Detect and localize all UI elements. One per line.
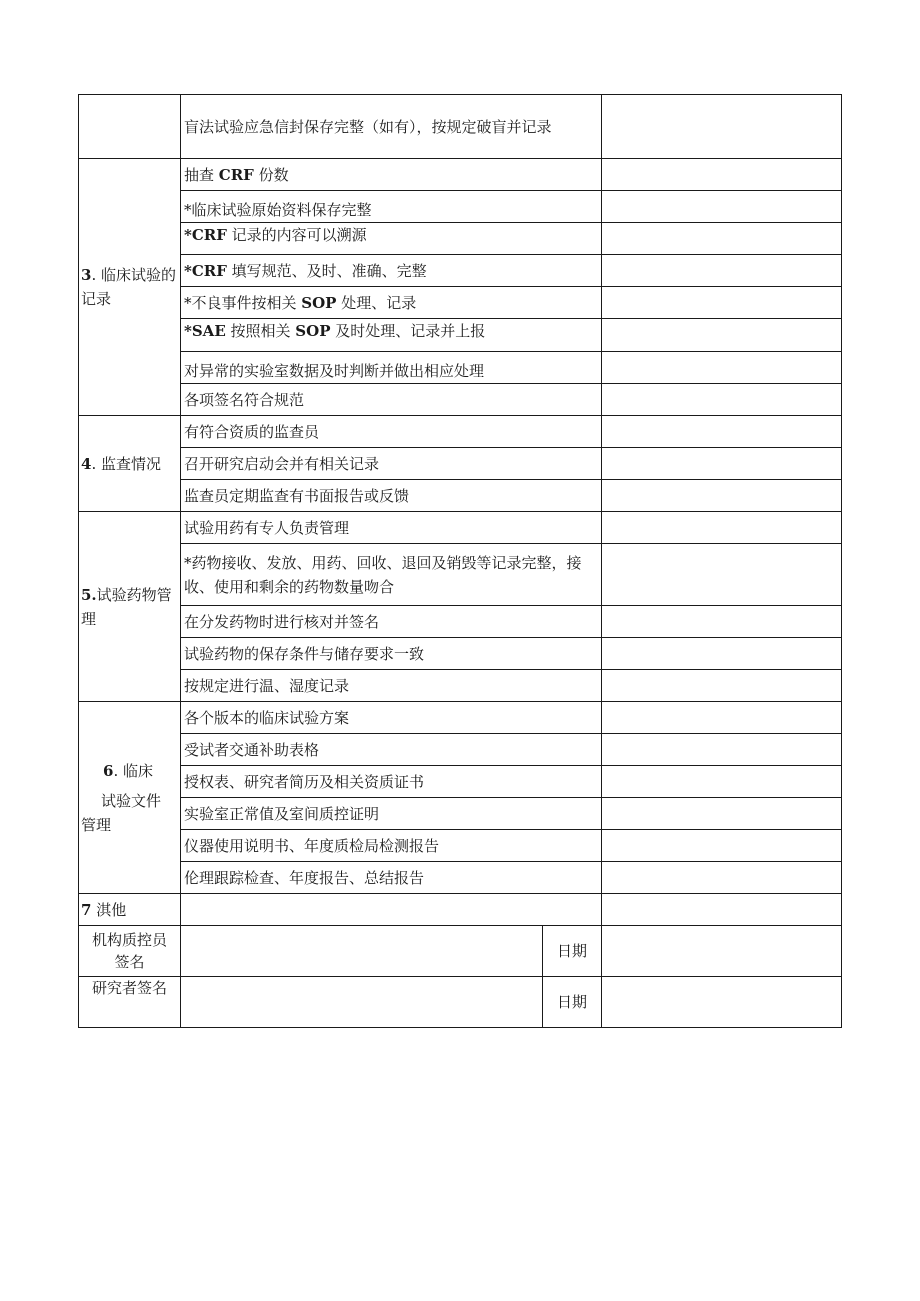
qc-date-field[interactable] <box>602 926 842 977</box>
result-cell[interactable] <box>602 638 842 670</box>
table-row <box>79 702 842 734</box>
item-cell: 对异常的实验室数据及时判断并做出相应处理 <box>181 352 602 384</box>
table-row <box>79 734 842 766</box>
table-row <box>79 352 842 384</box>
category-6-line3: 管理 <box>81 815 112 834</box>
result-cell[interactable] <box>602 384 842 416</box>
category-4: 4. 监查情况 <box>79 416 181 512</box>
result-cell[interactable] <box>602 862 842 894</box>
qc-signature-label: 机构质控员 签名 <box>79 926 181 977</box>
investigator-date-field[interactable] <box>602 977 842 1028</box>
item-cell: 仪器使用说明书、年度质检局检测报告 <box>181 830 602 862</box>
table-row <box>79 894 842 926</box>
category-3: 3. 临床试验的记录 <box>79 159 181 416</box>
investigator-signature-field[interactable] <box>181 977 543 1028</box>
result-cell[interactable] <box>602 191 842 223</box>
item-cell: 抽查 CRF 份数 <box>181 159 602 191</box>
result-cell[interactable] <box>602 223 842 255</box>
category-7: 7 淇他 <box>79 894 181 926</box>
item-cell: *CRF 填写规范、及时、准确、完整 <box>181 255 602 287</box>
item-cell: 召开研究启动会并有相关记录 <box>181 448 602 480</box>
table-row <box>79 159 842 191</box>
result-cell[interactable] <box>602 448 842 480</box>
signature-row <box>79 926 842 977</box>
result-cell[interactable] <box>602 670 842 702</box>
table-row <box>79 512 842 544</box>
checklist-table <box>78 94 842 1028</box>
category-6-line2: 试验文件 <box>101 791 162 810</box>
result-cell[interactable] <box>602 287 842 319</box>
qc-date-label: 日期 <box>543 926 602 977</box>
item-cell: *CRF 记录的内容可以溯源 <box>181 223 602 255</box>
table-row <box>79 670 842 702</box>
table-row <box>79 862 842 894</box>
result-cell[interactable] <box>602 95 842 159</box>
result-cell[interactable] <box>602 830 842 862</box>
result-cell[interactable] <box>602 159 842 191</box>
item-cell: *SAE 按照相关 SOP 及时处理、记录并上报 <box>181 319 602 352</box>
table-row <box>79 287 842 319</box>
result-cell[interactable] <box>602 702 842 734</box>
item-cell: 实验室正常值及室间质控证明 <box>181 798 602 830</box>
item-cell: *不良事件按相关 SOP 处理、记录 <box>181 287 602 319</box>
table-row <box>79 95 842 159</box>
result-cell[interactable] <box>602 512 842 544</box>
result-cell[interactable] <box>602 352 842 384</box>
category-5: 5.试验药物管理 <box>79 512 181 702</box>
item-cell: 盲法试验应急信封保存完整（如有），按规定破盲并记录 <box>181 95 602 159</box>
table-row <box>79 448 842 480</box>
item-cell: 在分发药物时进行核对并签名 <box>181 606 602 638</box>
item-cell: 授权表、研究者简历及相关资质证书 <box>181 766 602 798</box>
table-row <box>79 319 842 352</box>
result-cell[interactable] <box>602 766 842 798</box>
result-cell[interactable] <box>602 894 842 926</box>
result-cell[interactable] <box>602 255 842 287</box>
table-row <box>79 830 842 862</box>
item-cell: 受试者交通补助表格 <box>181 734 602 766</box>
item-cell: 有符合资质的监查员 <box>181 416 602 448</box>
category-cell-empty <box>79 95 181 159</box>
table-row <box>79 223 842 255</box>
table-row <box>79 798 842 830</box>
item-cell: *药物接收、发放、用药、回收、退回及销毁等记录完整，接收、使用和剩余的药物数量吻合 <box>181 544 602 606</box>
table-row <box>79 191 842 223</box>
item-cell: 试验用药有专人负责管理 <box>181 512 602 544</box>
table-row <box>79 638 842 670</box>
result-cell[interactable] <box>602 480 842 512</box>
signature-row <box>79 977 842 1028</box>
result-cell[interactable] <box>602 798 842 830</box>
result-cell[interactable] <box>602 544 842 606</box>
qc-signature-field[interactable] <box>181 926 543 977</box>
item-cell: 各项签名符合规范 <box>181 384 602 416</box>
result-cell[interactable] <box>602 416 842 448</box>
table-row <box>79 606 842 638</box>
investigator-signature-label: 研究者签名 <box>79 977 181 1028</box>
item-cell: 伦理跟踪检查、年度报告、总结报告 <box>181 862 602 894</box>
category-6-line1: 6. 临床 <box>103 761 153 780</box>
table-row <box>79 416 842 448</box>
result-cell[interactable] <box>602 319 842 352</box>
result-cell[interactable] <box>602 606 842 638</box>
item-cell: 监查员定期监查有书面报告或反馈 <box>181 480 602 512</box>
item-cell: 各个版本的临床试验方案 <box>181 702 602 734</box>
item-cell[interactable] <box>181 894 602 926</box>
item-cell: 试验药物的保存条件与储存要求一致 <box>181 638 602 670</box>
item-cell: *临床试验原始资料保存完整 <box>181 191 602 223</box>
item-cell: 按规定进行温、湿度记录 <box>181 670 602 702</box>
investigator-date-label: 日期 <box>543 977 602 1028</box>
result-cell[interactable] <box>602 734 842 766</box>
table-row <box>79 544 842 606</box>
table-row <box>79 480 842 512</box>
table-row <box>79 255 842 287</box>
category-6 <box>79 702 181 894</box>
table-row <box>79 766 842 798</box>
table-row <box>79 384 842 416</box>
